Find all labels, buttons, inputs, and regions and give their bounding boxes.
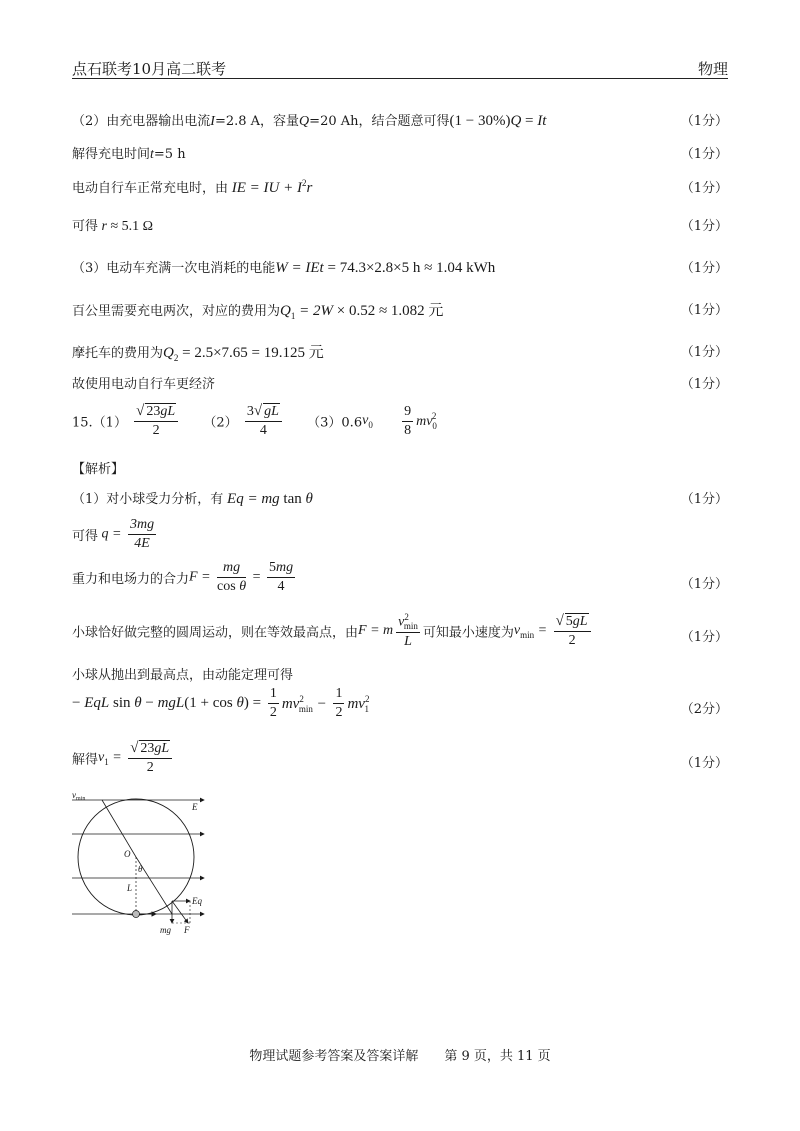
line-8: 故使用电动自行车更经济 （1分） bbox=[72, 373, 728, 392]
subject-label: 物理 bbox=[697, 60, 728, 78]
line-3: 电动自行车正常充电时，由 IE = IU + $I^2r$ （1分） bbox=[72, 178, 728, 196]
score: （1分） bbox=[680, 577, 728, 592]
line-12: 可得 q = $\frac{3mg}{4E}$ bbox=[72, 517, 155, 551]
eq-label: Eq bbox=[192, 896, 202, 906]
score: （2分） bbox=[680, 702, 728, 717]
line-2: 解得充电时间t=5 h （1分） bbox=[72, 143, 728, 163]
score: （1分） bbox=[680, 261, 728, 276]
line-17: 解得$v_1$ = $\frac{√ 23gL}{2}$ （1分） bbox=[72, 740, 728, 775]
angle-label: θ bbox=[138, 864, 143, 874]
diagram-svg bbox=[72, 790, 222, 940]
score: （1分） bbox=[680, 114, 728, 129]
score: （1分） bbox=[680, 147, 728, 162]
score: （1分） bbox=[680, 377, 728, 392]
score: （1分） bbox=[680, 181, 728, 196]
score: （1分） bbox=[680, 345, 728, 360]
equivalent-diameter bbox=[102, 800, 136, 857]
line-4: 可得 r ≈ 5.1 Ω （1分） bbox=[72, 215, 728, 235]
line-15: 小球从抛出到最高点，由动能定理可得 bbox=[72, 668, 294, 683]
answer-line-15: 15.（1） $\frac{√ 23gL}{2}$ （2） $\frac{3√ gL}{4}$ $(3)0.6v_0$ $\frac{9}{8}$ $mv_0^2$ bbox=[72, 403, 437, 438]
circular-motion-diagram bbox=[72, 790, 222, 944]
line-11: （1）对小球受力分析，有 Eq = mg tan θ （1分） bbox=[72, 488, 728, 508]
line-16: − EqL sin θ − mgL(1 + cos θ) = $\frac{1}{2}$ $mv^2_{min}$ − $\frac{1}{2}$ $mv^2_1$ （2分） bbox=[72, 686, 728, 720]
field-label: E bbox=[192, 802, 198, 812]
vmin-label: $v_{min}$ bbox=[72, 790, 86, 802]
line-14: 小球恰好做完整的圆周运动，则在等效最高点，由F = m $\frac{v^2_{min}}{L}$ 可知最小速度为$v_{min}$ = $\frac{√ 5gL}{2}$ （1分） bbox=[72, 612, 728, 650]
exam-title: 点石联考10月高二联考 bbox=[72, 60, 227, 78]
line-13: 重力和电场力的合力F = $\frac{mg}{\text{cos θ}}$ = $\frac{5mg}{4}$ （1分） bbox=[72, 560, 728, 594]
resultant-force-arrow bbox=[172, 901, 188, 923]
line-7: 摩托车的费用为$Q_2 = 2.5\times 7.65 = 19.125$ 元 （1分） bbox=[72, 341, 728, 363]
f-label: F bbox=[184, 925, 190, 935]
ball bbox=[133, 911, 140, 918]
line-6: 百公里需要充电两次，对应的费用为$Q_1 = 2W \times 0.52 \approx 1.082$ 元 （1分） bbox=[72, 299, 728, 321]
radius-label: L bbox=[127, 883, 133, 893]
score: （1分） bbox=[680, 219, 728, 234]
page-footer: 物理试题参考答案及答案详解 第 9 页，共 11 页 bbox=[249, 1049, 551, 1064]
page-header bbox=[72, 58, 728, 79]
line-5: （3）电动车充满一次电消耗的电能W = IEt = 74.3×2.8×5 h ≈ 1.04 kWh （1分） bbox=[72, 257, 728, 277]
score: （1分） bbox=[680, 492, 728, 507]
score: （1分） bbox=[680, 303, 728, 318]
analysis-heading: 【解析】 bbox=[72, 462, 125, 477]
score: （1分） bbox=[680, 756, 728, 771]
line-1: （2）由充电器输出电流I=2.8 A，容量Q=20 Ah，结合题意可得(1 − 30%)Q = It （1分） bbox=[72, 110, 728, 130]
mg-label: mg bbox=[160, 925, 171, 935]
score: （1分） bbox=[680, 630, 728, 645]
center-label: O bbox=[124, 849, 131, 859]
